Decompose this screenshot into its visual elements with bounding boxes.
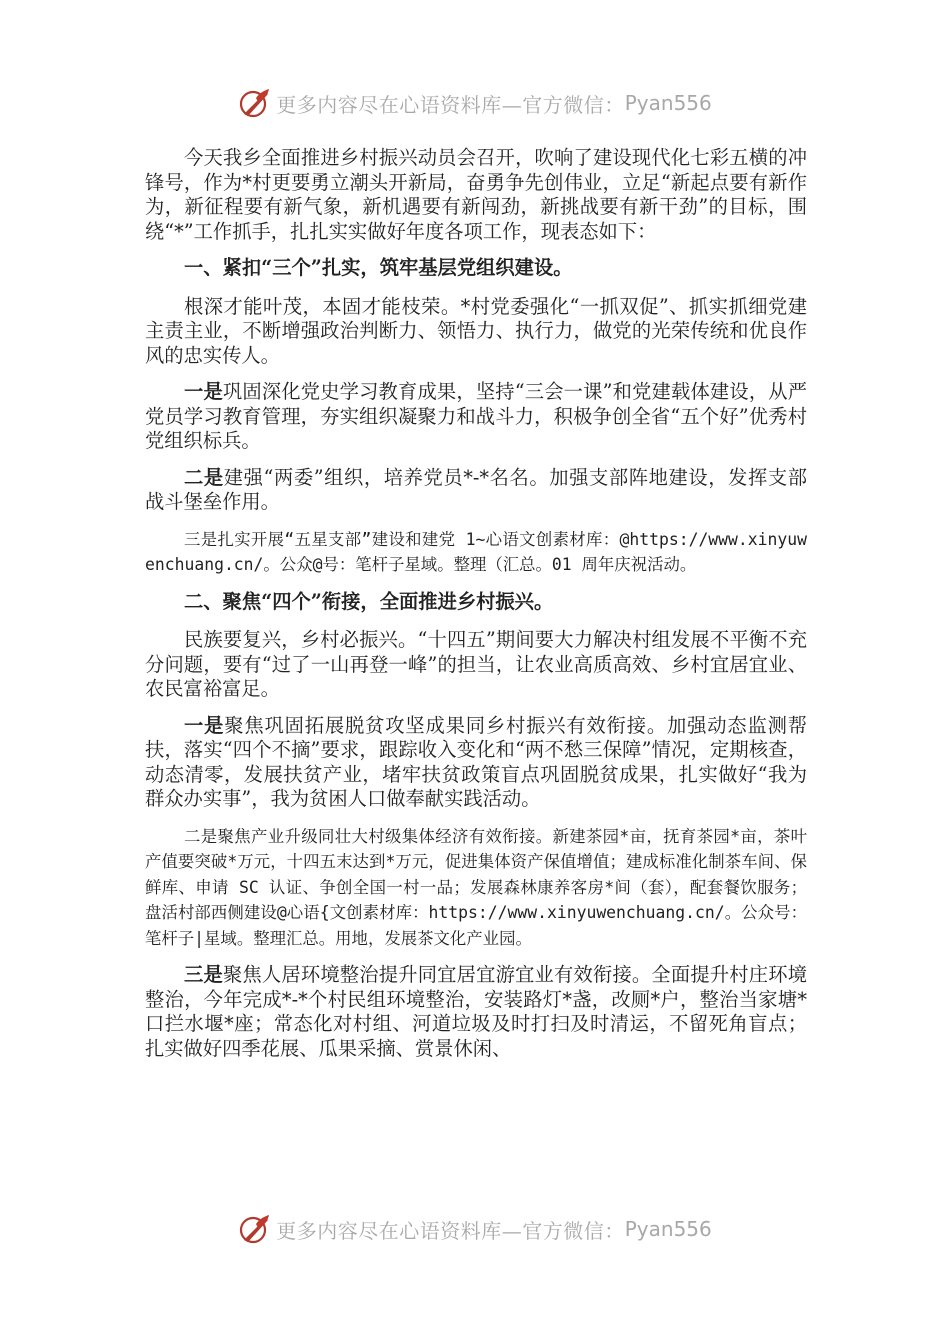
quill-logo-icon bbox=[238, 1212, 272, 1246]
item-lead: 一是 bbox=[184, 380, 223, 403]
item-text: 巩固深化党史学习教育成果，坚持“三会一课”和党建载体建设，从严党员学习教育管理，夯实组织凝聚力和战斗力，积极争创全省“五个好”优秀村党组织标兵。 bbox=[145, 380, 808, 452]
section-2-item-3 bbox=[145, 963, 807, 1061]
document-body bbox=[145, 146, 807, 1073]
item-lead: 二是 bbox=[184, 465, 224, 489]
footer-watermark-banner bbox=[0, 1212, 950, 1246]
banner-text: 更多内容尽在心语资料库—官方微信： bbox=[276, 1218, 625, 1243]
wechat-id: Pyan556 bbox=[624, 1217, 712, 1241]
section-2-paragraph: 民族要复兴，乡村必振兴。“十四五”期间要大力解决村组发展不平衡不充分问题，要有“过了一山再登一峰”的担当，让农业高质高效、乡村宜居宜业、农民富裕富足。 bbox=[145, 628, 807, 700]
item-lead: 一是 bbox=[184, 713, 225, 737]
item-lead: 三是 bbox=[184, 963, 223, 986]
section-1-item-3: 三是扎实开展“五星支部”建设和建党 1~心语文创素材库：@https://www.xinyuwenchuang.cn/。公众@号：笔杆子星域。整理（汇总。01 周年庆祝活动。 bbox=[145, 529, 807, 574]
banner-text: 更多内容尽在心语资料库—官方微信： bbox=[276, 92, 625, 117]
item-text: 聚焦巩固拓展脱贫攻坚成果同乡村振兴有效衔接。加强动态监测帮扶，落实“四个不摘”要求，跟踪收入变化和“两不愁三保障”情况，定期核查，动态清零，发展扶贫产业，堵牢扶贫政策盲点巩固脱贫成果，扎实做好“我为群众办实事”，我为贫困人口做奉献实践活动。 bbox=[145, 713, 807, 810]
wechat-id: Pyan556 bbox=[624, 91, 712, 115]
section-1-item-1 bbox=[145, 380, 807, 454]
section-2-heading: 二、聚焦“四个”衔接，全面推进乡村振兴。 bbox=[184, 589, 554, 613]
section-1-paragraph: 根深才能叶茂，本固才能枝荣。*村党委强化“一抓双促”、抓实抓细党建主责主业，不断增强政治判断力、领悟力、执行力，做党的光荣传统和优良作风的忠实传人。 bbox=[145, 294, 807, 367]
section-1-heading: 一、紧扣“三个”扎实，筑牢基层党组织建设。 bbox=[184, 256, 573, 279]
intro-paragraph: 今天我乡全面推进乡村振兴动员会召开，吹响了建设现代化七彩五横的冲锋号，作为*村更要勇立潮头开新局，奋勇争先创伟业，立足“新起点要有新作为，新征程要有新气象，新机遇要有新闯劲，新挑战要有新干劲”的目标，围绕“*”工作抓手，扎扎实实做好年度各项工作，现表态如下： bbox=[145, 146, 807, 243]
section-1-item-2 bbox=[145, 466, 807, 515]
item-text: 聚焦人居环境整治提升同宜居宜游宜业有效衔接。全面提升村庄环境整治，今年完成*-*个村民组环境整治，安装路灯*盏，改厕*户，整治当家塘*口拦水堰*座；常态化对村组、河道垃圾及时打扫及时清运，不留死角盲点；扎实做好四季花展、瓜果采摘、赏景休闲、 bbox=[145, 963, 808, 1060]
header-watermark-banner bbox=[0, 86, 950, 120]
section-2-item-1 bbox=[145, 714, 807, 812]
item-text: 建强“两委”组织，培养党员*-*名名。加强支部阵地建设，发挥支部战斗堡垒作用。 bbox=[145, 465, 807, 513]
quill-logo-icon bbox=[238, 86, 272, 120]
section-2-item-2: 二是聚焦产业升级同壮大村级集体经济有效衔接。新建茶园*亩，抚育茶园*亩，茶叶产值要突破*万元，十四五末达到*万元，促进集体资产保值增值；建成标准化制茶车间、保鲜库、申请 SC 认证、争创全国一村一品；发展森林康养客房*间（套），配套餐饮服务；盘活村部西侧建设@心语{文创素材库：https://www.xinyuwenchuang.cn/。公众号：笔杆子|星域。整理汇总。用地，发展茶文化产业园。 bbox=[145, 826, 807, 948]
